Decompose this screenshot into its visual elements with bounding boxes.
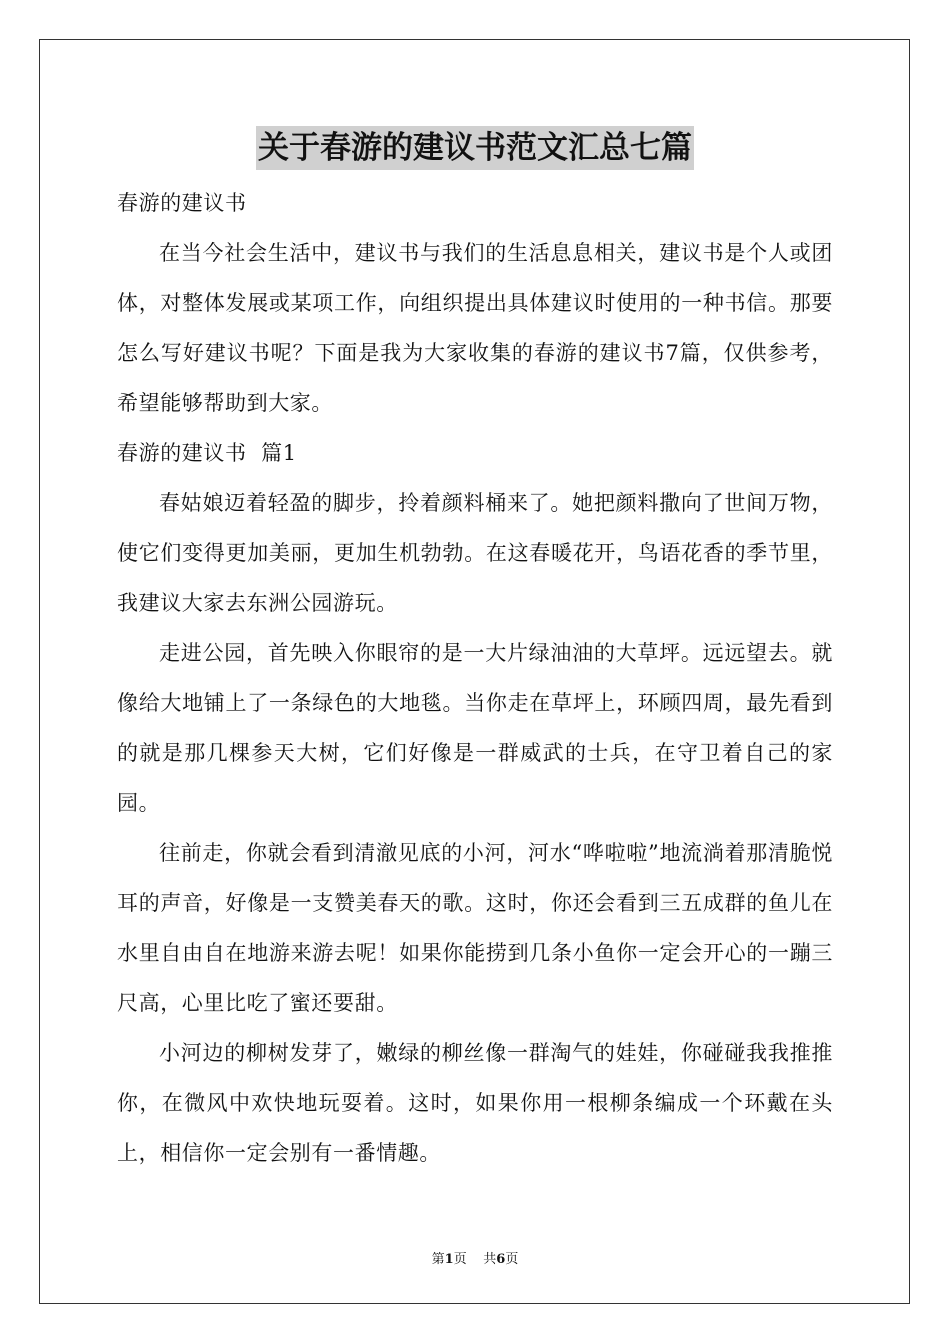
body-paragraph-1: 春姑娘迈着轻盈的脚步，拎着颜料桶来了。她把颜料撒向了世间万物，使它们变得更加美丽，更加生机勃勃。在这春暖花开，鸟语花香的季节里，我建议大家去东洲公园游玩。	[117, 491, 833, 615]
section-heading: 春游的建议书 篇1	[117, 441, 297, 465]
intro-paragraph: 在当今社会生活中，建议书与我们的生活息息相关，建议书是个人或团体，对整体发展或某项工作，向组织提出具体建议时使用的一种书信。那要怎么写好建议书呢？下面是我为大家收集的春游的建议书7篇，仅供参考，希望能够帮助到大家。	[117, 241, 833, 415]
page-footer	[0, 1248, 950, 1267]
body-paragraph-4: 小河边的柳树发芽了，嫩绿的柳丝像一群淘气的娃娃，你碰碰我我推推你，在微风中欢快地玩耍着。这时，如果你用一根柳条编成一个环戴在头上，相信你一定会别有一番情趣。	[117, 1041, 833, 1165]
total-prefix: 共	[483, 1252, 497, 1267]
body-paragraph-2: 走进公园，首先映入你眼帘的是一大片绿油油的大草坪。远远望去。就像给大地铺上了一条绿色的大地毯。当你走在草坪上，环顾四周，最先看到的就是那几棵参天大树，它们好像是一群威武的士兵，在守卫着自己的家园。	[117, 641, 833, 815]
title-wrap	[0, 126, 950, 170]
page-suffix: 页	[453, 1252, 467, 1267]
total-suffix: 页	[505, 1252, 519, 1267]
intro-heading: 春游的建议书	[117, 191, 247, 215]
document-title: 关于春游的建议书范文汇总七篇	[256, 126, 694, 170]
total-pages: 6	[496, 1252, 506, 1267]
page-prefix: 第	[431, 1252, 445, 1267]
document-body	[117, 178, 833, 1178]
body-paragraph-3: 往前走，你就会看到清澈见底的小河，河水“哗啦啦”地流淌着那清脆悦耳的声音，好像是一支赞美春天的歌。这时，你还会看到三五成群的鱼儿在水里自由自在地游来游去呢！如果你能捞到几条小鱼你一定会开心的一蹦三尺高，心里比吃了蜜还要甜。	[117, 841, 833, 1015]
page-number: 1	[444, 1252, 454, 1267]
